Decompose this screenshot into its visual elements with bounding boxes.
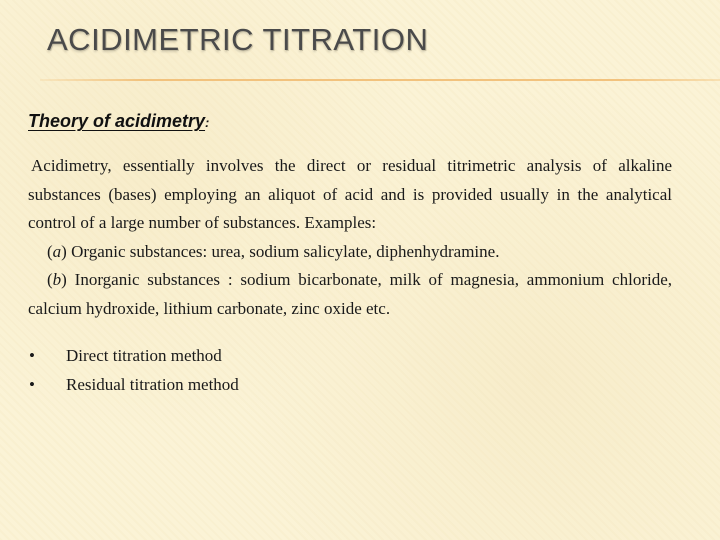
example-text: Organic substances: urea, sodium salicylate, diphenhydramine. [66, 241, 500, 261]
example-letter: a [52, 241, 62, 261]
body-content [28, 152, 672, 323]
example-text: Inorganic substances : sodium bicarbonate, milk of magnesia, ammonium chloride, calcium hydroxide, lithium carbonate, zinc oxide etc. [28, 270, 672, 318]
example-letter: b [52, 270, 62, 289]
title-divider [40, 79, 720, 81]
slide-title: ACIDIMETRIC TITRATION [47, 22, 429, 57]
example-item-organic: (a) Organic substances: urea, sodium salicylate, diphenhydramine. [47, 241, 500, 261]
method-label: Direct titration method [66, 346, 222, 365]
bullet-icon: • [29, 374, 35, 394]
bullet-icon: • [29, 346, 35, 365]
intro-paragraph: Acidimetry, essentially involves the direct or residual titrimetric analysis of alkaline substances (bases) employing an aliquot of acid and is provided usually in the analytical control of a large number of substances. Examples: [28, 156, 672, 232]
list-item [28, 342, 239, 371]
subtitle-text: Theory of acidimetry [28, 111, 206, 131]
methods-list [28, 342, 239, 399]
subtitle-colon: : [205, 115, 210, 130]
method-label: Residual titration method [66, 374, 239, 394]
example-item-inorganic: (b) Inorganic substances : sodium bicarbonate, milk of magnesia, ammonium chloride, calcium hydroxide, lithium carbonate, zinc oxide etc. [28, 270, 672, 318]
list-item [28, 371, 239, 400]
section-subtitle [28, 111, 209, 132]
